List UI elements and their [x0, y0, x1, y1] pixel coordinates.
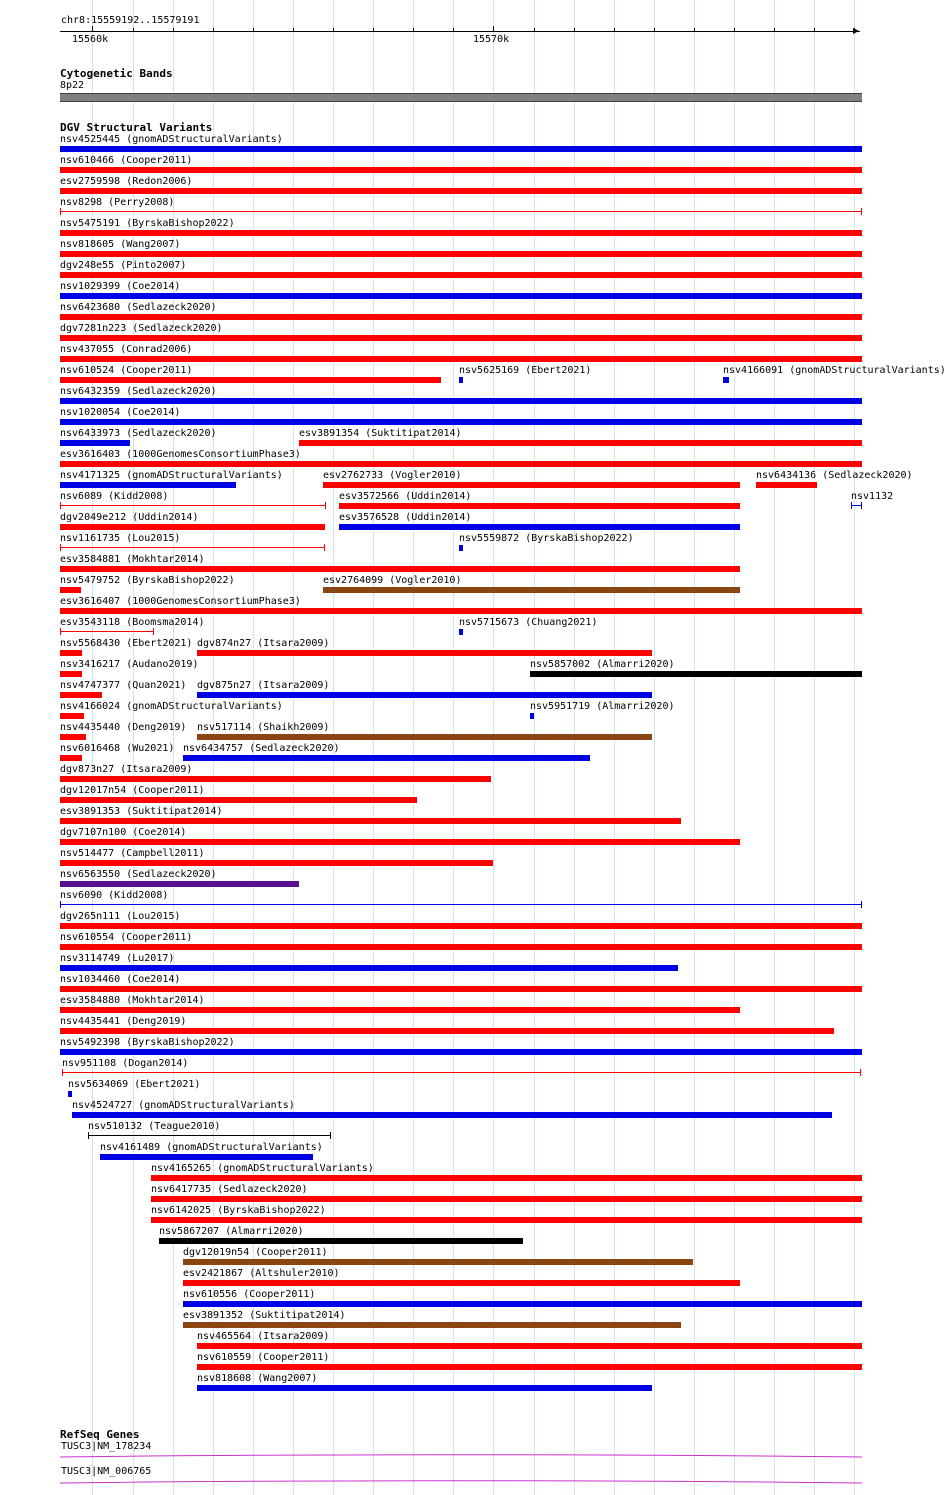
dgv-feature-bar[interactable] [60, 167, 862, 173]
dgv-feature-bar[interactable] [197, 1343, 862, 1349]
dgv-feature-bar[interactable] [60, 881, 299, 887]
dgv-feature[interactable] [0, 1142, 890, 1162]
dgv-feature-label: nsv6432359 (Sedlazeck2020) [60, 386, 217, 397]
dgv-feature-bar[interactable] [151, 1175, 862, 1181]
dgv-feature-label: nsv610556 (Cooper2011) [183, 1289, 316, 1300]
dgv-feature-label: nsv510132 (Teague2010) [88, 1121, 221, 1132]
dgv-feature-bar[interactable] [60, 776, 491, 782]
ruler-minor-tick [293, 28, 294, 32]
dgv-feature-bar[interactable] [60, 461, 862, 467]
dgv-feature-bar[interactable] [459, 629, 463, 635]
dgv-feature-label: nsv5479752 (ByrskaBishop2022) [60, 575, 235, 586]
dgv-feature-bar[interactable] [60, 356, 862, 362]
dgv-feature-bar[interactable] [197, 1364, 862, 1370]
dgv-feature-label: nsv6434757 (Sedlazeck2020) [183, 743, 340, 754]
dgv-feature[interactable] [0, 365, 946, 385]
dgv-feature-label: esv3616403 (1000GenomesConsortiumPhase3) [60, 449, 301, 460]
dgv-feature-label: esv3616407 (1000GenomesConsortiumPhase3) [60, 596, 301, 607]
dgv-feature-label: nsv6433973 (Sedlazeck2020) [60, 428, 217, 439]
dgv-feature-label: nsv4166024 (gnomADStructuralVariants) [60, 701, 283, 712]
dgv-feature-bar[interactable] [323, 587, 740, 593]
dgv-feature[interactable] [0, 491, 894, 511]
dgv-feature-bar[interactable] [60, 608, 862, 614]
dgv-feature-bar[interactable] [60, 1049, 862, 1055]
dgv-feature-label: nsv4435441 (Deng2019) [60, 1016, 187, 1027]
dgv-feature[interactable] [0, 953, 890, 973]
dgv-feature-bar[interactable] [299, 440, 862, 446]
location-label: chr8:15559192..15579191 [61, 15, 200, 26]
dgv-feature[interactable] [0, 1100, 890, 1120]
dgv-feature-label: dgv875n27 (Itsara2009) [197, 680, 330, 691]
dgv-feature[interactable] [0, 239, 890, 259]
dgv-feature[interactable] [0, 512, 890, 532]
ruler-minor-tick [133, 28, 134, 32]
dgv-feature[interactable] [0, 449, 890, 469]
dgv-feature-bar[interactable] [100, 1154, 313, 1160]
dgv-feature-label: nsv5625169 (Ebert2021) [459, 365, 592, 376]
dgv-feature-label: nsv4525445 (gnomADStructuralVariants) [60, 134, 283, 145]
dgv-feature-label: esv2421867 (Altshuler2010) [183, 1268, 340, 1279]
cytoband-track-title: Cytogenetic Bands [60, 67, 173, 80]
dgv-feature-bar[interactable] [459, 545, 463, 551]
dgv-feature-bar[interactable] [197, 1385, 652, 1391]
dgv-feature-bar[interactable] [60, 904, 862, 905]
dgv-feature[interactable] [0, 911, 890, 931]
dgv-feature-label: dgv12017n54 (Cooper2011) [60, 785, 205, 796]
dgv-feature[interactable] [0, 617, 890, 637]
dgv-feature-label: nsv4747377 (Quan2021) [60, 680, 187, 691]
cytoband-bar[interactable] [60, 93, 862, 102]
dgv-feature-label: nsv610559 (Cooper2011) [197, 1352, 330, 1363]
dgv-feature-label: nsv5492398 (ByrskaBishop2022) [60, 1037, 235, 1048]
dgv-feature-bar[interactable] [60, 797, 417, 803]
dgv-feature[interactable] [0, 1163, 890, 1183]
dgv-feature-bar[interactable] [197, 734, 652, 740]
dgv-feature-bar[interactable] [88, 1135, 331, 1136]
dgv-feature-label: nsv5867207 (Almarri2020) [159, 1226, 304, 1237]
dgv-feature-label: dgv874n27 (Itsara2009) [197, 638, 330, 649]
dgv-feature-label: nsv4166091 (gnomADStructuralVariants) [723, 365, 946, 376]
dgv-feature[interactable] [0, 638, 890, 658]
dgv-feature-label: esv3543118 (Boomsma2014) [60, 617, 205, 628]
dgv-feature[interactable] [0, 869, 890, 889]
dgv-feature-label: nsv6423680 (Sedlazeck2020) [60, 302, 217, 313]
dgv-feature[interactable] [0, 428, 890, 448]
dgv-feature-bar[interactable] [72, 1112, 832, 1118]
ruler-major-tick [493, 26, 494, 32]
dgv-feature[interactable] [0, 806, 890, 826]
dgv-feature-bar[interactable] [60, 314, 862, 320]
dgv-feature-label: nsv5634069 (Ebert2021) [68, 1079, 201, 1090]
ruler-minor-tick [413, 28, 414, 32]
dgv-feature[interactable] [0, 995, 890, 1015]
dgv-feature-label: esv2762733 (Vogler2010) [323, 470, 462, 481]
dgv-feature-bar[interactable] [60, 965, 678, 971]
dgv-feature[interactable] [0, 407, 890, 427]
dgv-feature[interactable] [0, 1184, 890, 1204]
ruler-tick-label: 15560k [72, 34, 109, 45]
dgv-feature-bar[interactable] [530, 671, 862, 677]
dgv-feature-bar[interactable] [60, 272, 862, 278]
dgv-feature-label: nsv3114749 (Lu2017) [60, 953, 175, 964]
dgv-feature-label: nsv3416217 (Audano2019) [60, 659, 199, 670]
dgv-feature[interactable] [0, 323, 890, 343]
dgv-feature-label: nsv517114 (Shaikh2009) [197, 722, 330, 733]
dgv-feature-label: dgv248e55 (Pinto2007) [60, 260, 187, 271]
dgv-feature[interactable] [0, 302, 890, 322]
dgv-feature[interactable] [0, 1289, 890, 1309]
dgv-feature-bar[interactable] [197, 650, 652, 656]
ruler-minor-tick [213, 28, 214, 32]
dgv-feature-bar[interactable] [60, 1007, 740, 1013]
dgv-feature-bar[interactable] [756, 482, 817, 488]
dgv-feature-bar[interactable] [530, 713, 534, 719]
dgv-feature-label: nsv5475191 (ByrskaBishop2022) [60, 218, 235, 229]
dgv-feature[interactable] [0, 827, 890, 847]
dgv-feature-label: nsv4161489 (gnomADStructuralVariants) [100, 1142, 323, 1153]
dgv-feature-bar[interactable] [60, 398, 862, 404]
ruler-minor-tick [333, 28, 334, 32]
ruler-minor-tick [574, 28, 575, 32]
dgv-feature-label: esv3891353 (Suktitipat2014) [60, 806, 223, 817]
dgv-feature-bar[interactable] [60, 839, 740, 845]
dgv-feature-bar[interactable] [60, 251, 862, 257]
dgv-feature-bar[interactable] [60, 944, 862, 950]
ruler-tick-label: 15570k [473, 34, 510, 45]
dgv-feature-bar[interactable] [62, 1072, 861, 1073]
dgv-feature-label: nsv437055 (Conrad2006) [60, 344, 193, 355]
dgv-feature[interactable] [0, 1331, 890, 1351]
dgv-feature[interactable] [0, 344, 890, 364]
dgv-feature-bar[interactable] [723, 377, 729, 383]
dgv-feature[interactable] [0, 1268, 890, 1288]
dgv-feature-bar[interactable] [183, 1322, 681, 1328]
dgv-feature[interactable] [0, 575, 890, 595]
dgv-feature-bar[interactable] [159, 1238, 523, 1244]
dgv-feature-label: nsv4171325 (gnomADStructuralVariants) [60, 470, 283, 481]
dgv-feature-label: nsv8298 (Perry2008) [60, 197, 175, 208]
ruler-minor-tick [694, 28, 695, 32]
dgv-feature-bar[interactable] [60, 419, 862, 425]
dgv-feature-label: esv2759598 (Redon2006) [60, 176, 193, 187]
ruler-minor-tick [734, 28, 735, 32]
dgv-feature-bar[interactable] [151, 1196, 862, 1202]
dgv-feature-label: nsv1029399 (Coe2014) [60, 281, 181, 292]
dgv-feature-bar[interactable] [60, 211, 862, 212]
ruler-minor-tick [453, 28, 454, 32]
dgv-feature-label: dgv265n111 (Lou2015) [60, 911, 181, 922]
dgv-feature-label: nsv610524 (Cooper2011) [60, 365, 193, 376]
dgv-feature[interactable] [0, 1016, 890, 1036]
dgv-feature[interactable] [0, 1247, 890, 1267]
ruler-major-tick [92, 26, 93, 32]
gene-intron-line [60, 1481, 862, 1483]
dgv-feature[interactable] [0, 659, 890, 679]
ruler-minor-tick [814, 28, 815, 32]
dgv-feature-label: nsv1034460 (Coe2014) [60, 974, 181, 985]
dgv-feature-bar[interactable] [60, 818, 681, 824]
dgv-feature[interactable] [0, 701, 890, 721]
dgv-feature[interactable] [0, 785, 890, 805]
dgv-feature-bar[interactable] [60, 923, 862, 929]
dgv-feature-label: nsv1020054 (Coe2014) [60, 407, 181, 418]
dgv-feature[interactable] [0, 1310, 890, 1330]
dgv-feature-bar[interactable] [183, 1301, 862, 1307]
dgv-feature[interactable] [0, 260, 890, 280]
ruler-minor-tick [534, 28, 535, 32]
dgv-feature[interactable] [0, 1373, 890, 1393]
dgv-feature-label: nsv5951719 (Almarri2020) [530, 701, 675, 712]
dgv-feature[interactable] [0, 134, 890, 154]
dgv-feature-bar[interactable] [60, 230, 862, 236]
ruler-minor-tick [614, 28, 615, 32]
dgv-feature-label: nsv465564 (Itsara2009) [197, 1331, 330, 1342]
dgv-feature[interactable] [0, 1058, 890, 1078]
dgv-feature-label: nsv4165265 (gnomADStructuralVariants) [151, 1163, 374, 1174]
dgv-track-title: DGV Structural Variants [60, 121, 213, 134]
dgv-feature-label: nsv4524727 (gnomADStructuralVariants) [72, 1100, 295, 1111]
dgv-feature-label: nsv514477 (Campbell2011) [60, 848, 205, 859]
ruler-minor-tick [253, 28, 254, 32]
ruler-minor-tick [654, 28, 655, 32]
dgv-feature-bar[interactable] [851, 505, 862, 506]
dgv-feature-bar[interactable] [60, 335, 862, 341]
dgv-feature-label: nsv6142025 (ByrskaBishop2022) [151, 1205, 326, 1216]
dgv-feature[interactable] [0, 155, 890, 175]
dgv-feature[interactable] [0, 680, 890, 700]
dgv-feature[interactable] [0, 890, 890, 910]
dgv-feature-label: nsv951108 (Dogan2014) [62, 1058, 189, 1069]
dgv-feature-label: nsv818608 (Wang2007) [197, 1373, 318, 1384]
ruler-axis [60, 31, 860, 32]
dgv-feature-label: dgv7281n223 (Sedlazeck2020) [60, 323, 223, 334]
gene-label[interactable]: TUSC3|NM_006765 [61, 1466, 152, 1477]
dgv-feature[interactable] [0, 533, 890, 553]
dgv-feature[interactable] [0, 1226, 890, 1246]
dgv-feature-bar[interactable] [183, 755, 590, 761]
dgv-feature-label: nsv610466 (Cooper2011) [60, 155, 193, 166]
dgv-feature-label: dgv7107n100 (Coe2014) [60, 827, 187, 838]
dgv-feature-label: nsv818605 (Wang2007) [60, 239, 181, 250]
dgv-feature-label: esv3584880 (Mokhtar2014) [60, 995, 205, 1006]
dgv-feature-label: esv3576528 (Uddin2014) [339, 512, 472, 523]
dgv-feature-bar[interactable] [339, 524, 740, 530]
gene-model-tusc3-nm006765[interactable] [0, 1477, 890, 1491]
dgv-feature-label: esv3891354 (Suktitipat2014) [299, 428, 462, 439]
dgv-feature-label: nsv1132 [851, 491, 894, 502]
dgv-feature-label: nsv4435440 (Deng2019) [60, 722, 187, 733]
dgv-feature[interactable] [0, 386, 890, 406]
dgv-feature-bar[interactable] [60, 1028, 834, 1034]
dgv-feature-label: dgv873n27 (Itsara2009) [60, 764, 193, 775]
dgv-feature-label: nsv5568430 (Ebert2021) [60, 638, 193, 649]
dgv-feature-bar[interactable] [151, 1217, 862, 1223]
dgv-feature[interactable] [0, 554, 890, 574]
dgv-feature-bar[interactable] [60, 986, 862, 992]
dgv-feature[interactable] [0, 281, 890, 301]
dgv-feature[interactable] [0, 176, 890, 196]
dgv-feature-label: esv3584881 (Mokhtar2014) [60, 554, 205, 565]
dgv-feature-label: dgv12019n54 (Cooper2011) [183, 1247, 328, 1258]
dgv-feature-label: nsv6090 (Kidd2008) [60, 890, 169, 901]
dgv-feature-label: nsv5857002 (Almarri2020) [530, 659, 675, 670]
ruler-minor-tick [373, 28, 374, 32]
dgv-feature[interactable] [0, 197, 890, 217]
dgv-feature-label: nsv1161735 (Lou2015) [60, 533, 181, 544]
dgv-feature[interactable] [0, 722, 890, 742]
ruler-minor-tick [774, 28, 775, 32]
refseq-track-title: RefSeq Genes [60, 1428, 140, 1441]
dgv-feature[interactable] [0, 218, 890, 238]
dgv-feature[interactable] [0, 1037, 890, 1057]
dgv-feature[interactable] [0, 1079, 890, 1099]
dgv-feature[interactable] [0, 974, 890, 994]
dgv-feature-bar[interactable] [183, 1259, 693, 1265]
dgv-feature[interactable] [0, 743, 890, 763]
dgv-feature-label: nsv6434136 (Sedlazeck2020) [756, 470, 913, 481]
dgv-feature[interactable] [0, 470, 913, 490]
dgv-feature-bar[interactable] [183, 1280, 740, 1286]
ruler-minor-tick [173, 28, 174, 32]
dgv-feature-label: nsv6089 (Kidd2008) [60, 491, 169, 502]
dgv-feature-label: nsv610554 (Cooper2011) [60, 932, 193, 943]
dgv-feature[interactable] [0, 1205, 890, 1225]
dgv-feature-bar[interactable] [197, 692, 652, 698]
dgv-feature-bar[interactable] [68, 1091, 72, 1097]
dgv-feature-label: nsv6563550 (Sedlazeck2020) [60, 869, 217, 880]
dgv-feature-label: esv3572566 (Uddin2014) [339, 491, 472, 502]
dgv-feature-label: nsv6417735 (Sedlazeck2020) [151, 1184, 308, 1195]
cytoband-label: 8p22 [60, 80, 85, 91]
dgv-feature-label: esv3891352 (Suktitipat2014) [183, 1310, 346, 1321]
dgv-feature[interactable] [0, 596, 890, 616]
ruler-arrow-icon [853, 28, 859, 34]
dgv-feature-label: nsv6016468 (Wu2021) [60, 743, 175, 754]
dgv-feature[interactable] [0, 848, 890, 868]
dgv-feature-bar[interactable] [60, 188, 862, 194]
dgv-feature-bar[interactable] [60, 293, 862, 299]
dgv-feature-bar[interactable] [60, 566, 740, 572]
dgv-feature-bar[interactable] [60, 860, 493, 866]
gene-intron-line [60, 1455, 862, 1457]
dgv-feature[interactable] [0, 1121, 890, 1141]
gene-label[interactable]: TUSC3|NM_178234 [61, 1441, 152, 1452]
dgv-feature-label: nsv5559872 (ByrskaBishop2022) [459, 533, 634, 544]
dgv-feature[interactable] [0, 764, 890, 784]
dgv-feature-label: esv2764099 (Vogler2010) [323, 575, 462, 586]
dgv-feature-label: dgv2049e212 (Uddin2014) [60, 512, 199, 523]
dgv-feature[interactable] [0, 1352, 890, 1372]
dgv-feature[interactable] [0, 932, 890, 952]
dgv-feature-bar[interactable] [60, 146, 862, 152]
gene-model-tusc3-nm178234[interactable] [0, 1452, 890, 1466]
dgv-feature-label: nsv5715673 (Chuang2021) [459, 617, 598, 628]
